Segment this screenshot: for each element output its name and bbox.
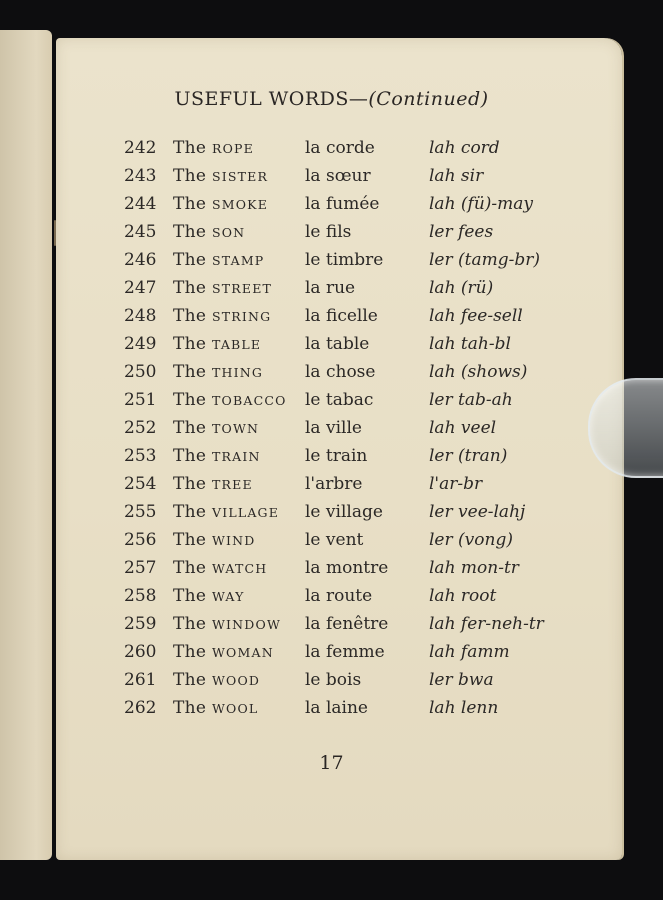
english-word <box>173 670 260 690</box>
english-word <box>173 362 263 382</box>
english-word <box>173 502 279 522</box>
entry-number: 262 <box>124 698 157 718</box>
list-item <box>0 418 663 446</box>
english-word <box>173 698 258 718</box>
pronunciation: ler (tran) <box>429 446 508 466</box>
french-word: la laine <box>305 698 368 718</box>
list-item <box>0 166 663 194</box>
list-item <box>0 222 663 250</box>
english-noun: WOMAN <box>211 645 274 660</box>
french-word: la ficelle <box>305 306 378 326</box>
english-article: The <box>173 222 207 242</box>
pronunciation: l'ar-br <box>429 474 483 494</box>
list-item <box>0 334 663 362</box>
french-word: le village <box>305 502 383 522</box>
english-word <box>173 530 256 550</box>
english-word <box>173 418 259 438</box>
english-noun: SMOKE <box>211 197 269 212</box>
french-word: le train <box>305 446 368 466</box>
english-article: The <box>173 642 207 662</box>
english-article: The <box>173 698 207 718</box>
french-word: la route <box>305 586 373 606</box>
entry-number: 255 <box>124 502 157 522</box>
entry-number: 248 <box>124 306 157 326</box>
list-item <box>0 474 663 502</box>
french-word: le vent <box>305 530 364 550</box>
entry-number: 245 <box>124 222 157 242</box>
list-item <box>0 306 663 334</box>
entry-number: 243 <box>124 166 157 186</box>
english-noun: TOBACCO <box>211 393 287 408</box>
entry-number: 252 <box>124 418 157 438</box>
pronunciation: lah (rü) <box>429 278 494 298</box>
english-article: The <box>173 530 207 550</box>
english-noun: ROPE <box>211 141 254 156</box>
english-article: The <box>173 250 207 270</box>
english-noun: TABLE <box>211 337 262 352</box>
entry-number: 253 <box>124 446 157 466</box>
entry-number: 260 <box>124 642 157 662</box>
english-word <box>173 334 261 354</box>
entry-number: 257 <box>124 558 157 578</box>
list-item <box>0 138 663 166</box>
english-word <box>173 138 254 158</box>
pronunciation: lah root <box>429 586 497 606</box>
french-word: la ville <box>305 418 362 438</box>
english-noun: STAMP <box>211 253 265 268</box>
english-word <box>173 558 267 578</box>
list-item <box>0 502 663 530</box>
english-article: The <box>173 390 207 410</box>
french-word: le bois <box>305 670 362 690</box>
french-word: la femme <box>305 642 385 662</box>
french-word: la corde <box>305 138 375 158</box>
entry-number: 261 <box>124 670 157 690</box>
list-item <box>0 670 663 698</box>
pronunciation: lah famm <box>429 642 510 662</box>
entry-number: 254 <box>124 474 157 494</box>
list-item <box>0 362 663 390</box>
list-item <box>0 530 663 558</box>
french-word: la chose <box>305 362 376 382</box>
english-word <box>173 614 281 634</box>
english-noun: TRAIN <box>211 449 261 464</box>
pronunciation: lah (shows) <box>429 362 528 382</box>
entry-number: 247 <box>124 278 157 298</box>
english-article: The <box>173 138 207 158</box>
pronunciation: lah tah-bl <box>429 334 511 354</box>
pronunciation: ler (tamg-br) <box>429 250 541 270</box>
entry-number: 256 <box>124 530 157 550</box>
english-article: The <box>173 306 207 326</box>
english-noun: WOOD <box>211 673 261 688</box>
english-noun: VILLAGE <box>211 505 280 520</box>
pronunciation: ler bwa <box>429 670 494 690</box>
english-word <box>173 390 287 410</box>
english-word <box>173 586 245 606</box>
list-item <box>0 698 663 726</box>
pronunciation: ler tab-ah <box>429 390 513 410</box>
page-number: 17 <box>319 752 344 774</box>
list-item <box>0 586 663 614</box>
english-article: The <box>173 474 207 494</box>
english-noun: TREE <box>211 477 253 492</box>
french-word: la sœur <box>305 166 371 186</box>
english-article: The <box>173 614 207 634</box>
entry-number: 251 <box>124 390 157 410</box>
english-noun: WOOL <box>211 701 259 716</box>
english-noun: WIND <box>211 533 256 548</box>
french-word: le tabac <box>305 390 374 410</box>
page-title-text: USEFUL WORDS— <box>174 88 369 110</box>
list-item <box>0 390 663 418</box>
english-article: The <box>173 670 207 690</box>
pronunciation: ler fees <box>429 222 494 242</box>
pronunciation: ler (vong) <box>429 530 513 550</box>
page-title <box>0 88 663 110</box>
entry-number: 244 <box>124 194 157 214</box>
english-noun: STRING <box>211 309 272 324</box>
entry-number: 259 <box>124 614 157 634</box>
english-word <box>173 446 261 466</box>
english-word <box>173 166 268 186</box>
entry-number: 242 <box>124 138 157 158</box>
french-word: la fenêtre <box>305 614 389 634</box>
list-item <box>0 558 663 586</box>
list-item <box>0 194 663 222</box>
english-noun: STREET <box>211 281 273 296</box>
english-article: The <box>173 502 207 522</box>
list-item <box>0 642 663 670</box>
english-article: The <box>173 166 207 186</box>
english-noun: WATCH <box>211 561 268 576</box>
french-word: la montre <box>305 558 389 578</box>
pronunciation: ler vee-lahj <box>429 502 526 522</box>
entry-number: 250 <box>124 362 157 382</box>
english-noun: SON <box>211 225 246 240</box>
list-item <box>0 614 663 642</box>
entry-number: 249 <box>124 334 157 354</box>
entry-number: 246 <box>124 250 157 270</box>
english-article: The <box>173 194 207 214</box>
english-noun: THING <box>211 365 264 380</box>
pronunciation: lah fer-neh-tr <box>429 614 544 634</box>
english-article: The <box>173 278 207 298</box>
english-noun: WINDOW <box>211 617 282 632</box>
entry-number: 258 <box>124 586 157 606</box>
french-word: la fumée <box>305 194 380 214</box>
english-article: The <box>173 446 207 466</box>
french-word: l'arbre <box>305 474 363 494</box>
french-word: la table <box>305 334 370 354</box>
pronunciation: lah cord <box>429 138 500 158</box>
list-item <box>0 446 663 474</box>
english-noun: TOWN <box>211 421 260 436</box>
pronunciation: lah lenn <box>429 698 499 718</box>
english-article: The <box>173 558 207 578</box>
english-article: The <box>173 362 207 382</box>
pronunciation: lah mon-tr <box>429 558 519 578</box>
french-word: le fils <box>305 222 352 242</box>
english-article: The <box>173 586 207 606</box>
english-word <box>173 642 274 662</box>
english-word <box>173 306 271 326</box>
english-word <box>173 250 264 270</box>
english-article: The <box>173 334 207 354</box>
list-item <box>0 278 663 306</box>
pronunciation: lah fee-sell <box>429 306 523 326</box>
english-noun: SISTER <box>211 169 269 184</box>
pronunciation: lah (fü)-may <box>429 194 534 214</box>
english-article: The <box>173 418 207 438</box>
list-item <box>0 250 663 278</box>
english-word <box>173 222 245 242</box>
english-word <box>173 278 272 298</box>
pronunciation: lah sir <box>429 166 484 186</box>
page-title-continued: (Continued) <box>368 88 489 110</box>
english-noun: WAY <box>211 589 245 604</box>
french-word: le timbre <box>305 250 384 270</box>
french-word: la rue <box>305 278 356 298</box>
english-word <box>173 474 253 494</box>
pronunciation: lah veel <box>429 418 497 438</box>
english-word <box>173 194 268 214</box>
